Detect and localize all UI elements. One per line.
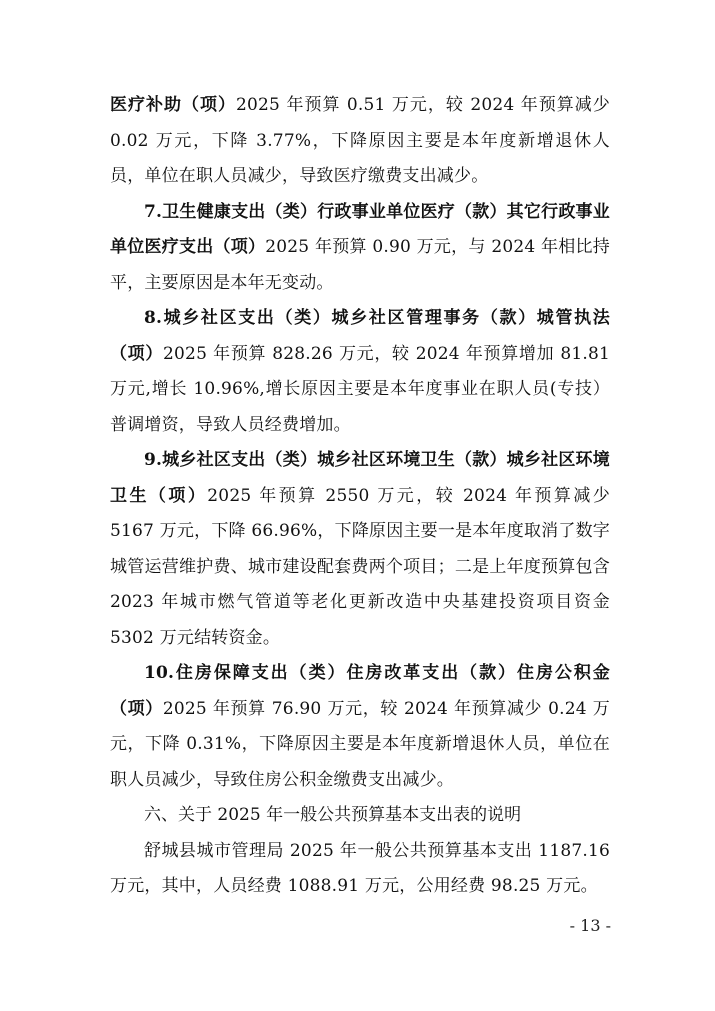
page-number: - 13 -: [569, 916, 611, 935]
section-heading: 六、关于 2025 年一般公共预算基本支出表的说明: [144, 805, 522, 825]
paragraph-lead: 医疗补助（项）: [110, 95, 236, 115]
paragraph-text: 2025 年预算 0.90 万元，与 2024 年相比持平，主要原因是本年无变动。: [110, 237, 610, 293]
paragraph-item-7: [110, 195, 610, 302]
document-body: [110, 88, 610, 905]
paragraph-lead: 10.住房保障支出（类）住房改革支出（款）住房公积金（项）: [110, 663, 610, 719]
paragraph-text: 2025 年预算 0.51 万元，较 2024 年预算减少 0.02 万元，下降 3.77%，下降原因主要是本年度新增退休人员，单位在职人员减少，导致医疗缴费支出减少。: [110, 95, 610, 186]
paragraph-item-8: [110, 301, 610, 443]
paragraph-text: 2025 年预算 2550 万元，较 2024 年预算减少 5167 万元，下降 66.96%，下降原因主要一是本年度取消了数字城管运营维护费、城市建设配套费两个项目；二是上年度预算包含 2023 年城市燃气管道等老化更新改造中央基建投资项目资金 5302 万元结转资金。: [110, 485, 610, 648]
paragraph-text: 2025 年预算 76.90 万元，较 2024 年预算减少 0.24 万元，下降 0.31%，下降原因主要是本年度新增退休人员，单位在职人员减少，导致住房公积金缴费支出减少。: [110, 698, 610, 790]
section-body: 舒城县城市管理局 2025 年一般公共预算基本支出 1187.16 万元，其中，人员经费 1088.91 万元，公用经费 98.25 万元。: [110, 840, 610, 896]
paragraph-text: 2025 年预算 828.26 万元，较 2024 年预算增加 81.81 万元,增长 10.96%,增长原因主要是本年度事业在职人员(专技）普调增资，导致人员经费增加。: [110, 343, 610, 435]
paragraph-medical-subsidy: [110, 88, 610, 195]
paragraph-item-10: [110, 656, 610, 798]
paragraph-lead: 8.城乡社区支出（类）城乡社区管理事务（款）城管执法（项）: [110, 308, 610, 364]
paragraph-lead: 9.城乡社区支出（类）城乡社区环境卫生（款）城乡社区环境卫生（项）: [110, 450, 610, 506]
paragraph-item-9: [110, 443, 610, 656]
paragraph-lead: 7.卫生健康支出（类）行政事业单位医疗（款）其它行政事业单位医疗支出（项）: [110, 201, 610, 257]
